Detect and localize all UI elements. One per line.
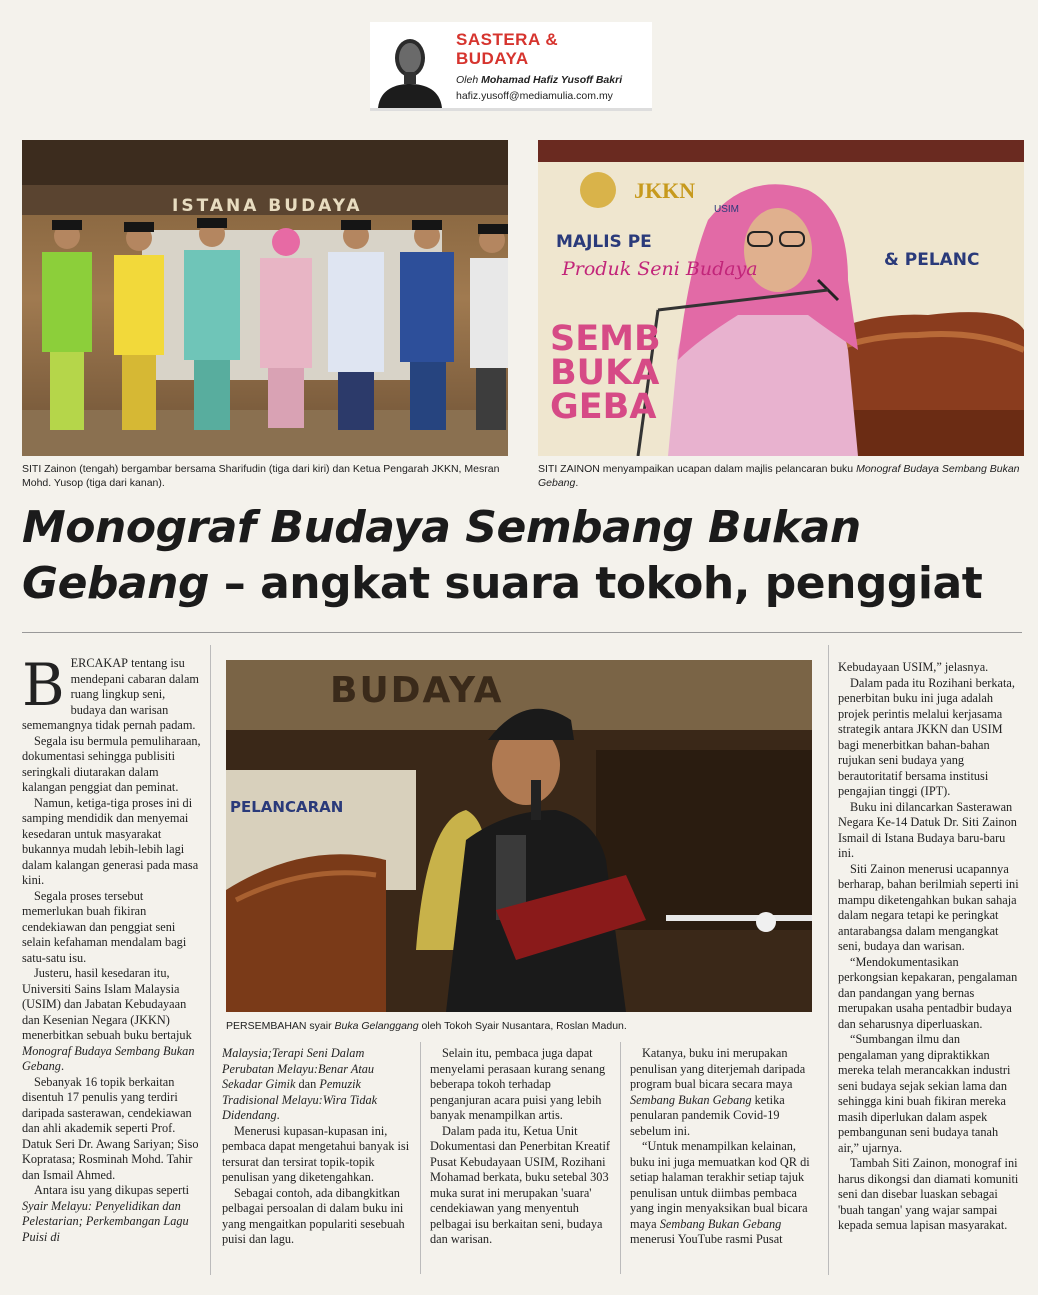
paragraph-text: Justeru, hasil kesedaran itu, Universiti Sains Islam Malaysia (USIM) dan Jabatan Kebudayaan dan Kesenian Negara (JKKN) menerbitkan sebuah buku bertajuk bbox=[22, 966, 192, 1042]
paragraph-text: tentang isu mendepani cabaran dalam ruang lingkup seni, budaya dan warisan sememangnya tidak pernah padam. bbox=[22, 656, 199, 732]
group-photo bbox=[22, 140, 508, 456]
banner-line2: Produk Seni Budaya bbox=[562, 258, 758, 280]
section-header bbox=[370, 22, 652, 111]
paragraph: Siti Zainon menerusi ucapannya berharap, bahan berilmiah seperti ini mampu diketengahkan bukan sahaja dalam negara tetapi ke peringkat antarabangsa dalam mengangkat seni, budaya dan warisan. bbox=[838, 861, 1019, 953]
speaker-caption-end: . bbox=[575, 477, 579, 489]
paragraph: “Mendokumentasikan perkongsian kepakaran, pengalaman dan pandangan yang bernas merupakan usaha pentadbir budaya dan seharusnya diperluaskan. bbox=[838, 954, 1018, 1031]
paragraph-text: “Untuk menampilkan kelainan, buku ini juga memuatkan kod QR di setiap halaman terakhir setiap tajuk penulisan untuk diimbas pembaca yang ingin menyaksikan bual bicara maya bbox=[630, 1139, 810, 1231]
paragraph-end: . bbox=[60, 1059, 65, 1073]
book-title: Sembang Bukan Gebang bbox=[659, 1216, 782, 1231]
article-column-2 bbox=[222, 1046, 414, 1271]
performer-photo-caption bbox=[226, 1019, 812, 1033]
article-column-3 bbox=[430, 1046, 614, 1271]
banner-big3: GEBA bbox=[550, 387, 657, 427]
performer-photo bbox=[226, 660, 812, 1012]
article-column-4 bbox=[630, 1046, 822, 1271]
usim-logo: USIM bbox=[714, 204, 739, 215]
book-title: Sembang Bukan Gebang bbox=[630, 1092, 752, 1107]
column-rule bbox=[828, 645, 829, 1275]
topic-title: Malaysia;Terapi Seni Dalam Perubatan Melayu:Benar Atau Sekadar Gimik bbox=[222, 1046, 375, 1091]
speaker-caption-title: Monograf Budaya Sembang Bukan Gebang bbox=[538, 463, 1020, 489]
paragraph-text: Katanya, buku ini merupakan penulisan yang diterjemah daripada program bual bicara secara maya bbox=[630, 1046, 806, 1091]
paragraph bbox=[22, 656, 202, 734]
paragraph: Sebagai contoh, ada dibangkitkan pelbagai persoalan di dalam buku ini yang mengaitkan populariti sesebuah puisi dan lagu. bbox=[222, 1185, 405, 1246]
banner-line1b: & PELANC bbox=[884, 250, 980, 270]
paragraph-text: ketika penularan pandemik Covid-19 sebelum ini. bbox=[630, 1092, 785, 1138]
paragraph: Sebanyak 16 topik berkaitan disentuh 17 penulis yang terdiri daripada sasterawan, cendekiawan dan ahli akademik seperti Prof. Datuk Seri Dr. Awang Sariyan; Siso Kopratasa; Rosminah Mohd. Tahir dan Ismail Ahmed. bbox=[22, 1074, 199, 1182]
paragraph: Namun, ketiga-tiga proses ini di samping mendidik dan menyemai kesedaran untuk masyarakat bukannya mudah lebih-lebih lagi dalam kalangan generasi pada masa kini. bbox=[22, 795, 199, 887]
article-column-5 bbox=[838, 660, 1020, 1272]
speaker-photo-caption bbox=[538, 462, 1024, 490]
performer-caption-text: PERSEMBAHAN syair bbox=[226, 1020, 335, 1032]
jkkn-logo: JKKN bbox=[634, 178, 696, 203]
paragraph bbox=[22, 966, 202, 1075]
lead-in: ERCAKAP bbox=[70, 656, 129, 670]
article-column-1 bbox=[22, 656, 202, 1271]
paragraph: “Sumbangan ilmu dan pengalaman yang dipraktikkan mereka telah merancakkan industri seni budaya sejak sekian lama dan sehingga kini buah fikiran mereka masih diperlukan dalam aspek pembangunan seni budaya tanah air,” ujarnya. bbox=[838, 1032, 1011, 1155]
istana-budaya-sign: ISTANA BUDAYA bbox=[172, 196, 363, 216]
paragraph bbox=[630, 1139, 822, 1248]
banner-big1: SEMB bbox=[550, 319, 661, 359]
column-rule bbox=[620, 1042, 621, 1274]
paragraph bbox=[630, 1046, 822, 1139]
paragraph bbox=[22, 1183, 202, 1245]
paragraph: Segala isu bermula pemuliharaan, dokumentasi sehingga publisiti seringkali diutarakan dalam kalangan penggiat dan peminat. bbox=[22, 733, 201, 794]
paragraph: Tambah Siti Zainon, monograf ini harus dikongsi dan diamati komuniti seni dan disebar luaskan sebagai 'buah tangan' yang wajar sampai kepada semua lapisan masyarakat. bbox=[838, 1156, 1019, 1232]
section-title-line2: BUDAYA bbox=[456, 49, 529, 68]
budaya-sign: BUDAYA bbox=[330, 670, 504, 711]
banner-big-text bbox=[550, 319, 661, 427]
banner-line1: MAJLIS PE bbox=[556, 232, 652, 252]
section-title-line1: SASTERA & bbox=[456, 30, 559, 49]
paragraph-text: menerusi YouTube rasmi Pusat bbox=[630, 1232, 783, 1246]
paragraph-end: . bbox=[276, 1108, 280, 1122]
speaker-caption-text: SITI ZAINON menyampaikan ucapan dalam majlis pelancaran buku bbox=[538, 463, 857, 475]
author-email[interactable]: hafiz.yusoff@mediamulia.com.my bbox=[456, 90, 613, 102]
paragraph bbox=[222, 1046, 414, 1124]
paragraph-text: Antara isu yang dikupas seperti bbox=[34, 1183, 190, 1197]
group-photo-caption: SITI Zainon (tengah) bergambar bersama Sharifudin (tiga dari kiri) dan Ketua Pengarah JKKN, Mesran Mohd. Yusop (tiga dari kanan). bbox=[22, 463, 500, 489]
section-title bbox=[456, 30, 558, 68]
column-rule bbox=[420, 1042, 421, 1274]
paragraph-text: dan bbox=[295, 1077, 320, 1091]
performer-caption-title: Buka Gelanggang bbox=[334, 1020, 419, 1032]
author-portrait bbox=[370, 28, 450, 108]
column-rule bbox=[210, 645, 211, 1275]
speaker-photo bbox=[538, 140, 1024, 456]
author-name: Mohamad Hafiz Yusoff Bakri bbox=[481, 74, 623, 86]
article-headline bbox=[22, 500, 1022, 612]
topic-title: Pemuzik Tradisional Melayu:Wira Tidak Didendang bbox=[222, 1077, 378, 1122]
paragraph: Kebudayaan USIM,” jelasnya. bbox=[838, 660, 989, 674]
headline-rule bbox=[22, 632, 1022, 633]
paragraph: Dalam pada itu, Ketua Unit Dokumentasi dan Penerbitan Kreatif Pusat Kebudayaan USIM, Rozihani Mohamad berkata, buku setebal 303 muka surat ini merupakan 'suara' cendekiawan yang menyentuh pelbagai isu berkaitan seni, budaya dan warisan. bbox=[430, 1123, 610, 1246]
byline-prefix: Oleh bbox=[456, 74, 479, 86]
headline-rest: – angkat suara tokoh, penggiat bbox=[208, 558, 983, 609]
paragraph: Dalam pada itu Rozihani berkata, penerbitan buku ini juga adalah projek perintis melalui kerjasama strategik antara JKKN dan USIM bagi menerbitkan bahan-bahan rujukan seni budaya yang berautoritatif bersama institusi pengajian tinggi (IPT). bbox=[838, 675, 1015, 798]
paragraph: Menerusi kupasan-kupasan ini, pembaca dapat mengetahui banyak isi tersurat dan tersirat topik-topik penulisan yang diketengahkan. bbox=[222, 1123, 410, 1184]
performer-caption-end: oleh Tokoh Syair Nusantara, Roslan Madun. bbox=[418, 1020, 627, 1032]
book-title: Monograf Budaya Sembang Bukan Gebang bbox=[22, 1043, 195, 1073]
paragraph: Selain itu, pembaca juga dapat menyelami perasaan kurang senang beberapa tokoh terhadap penganjuran acara puisi yang lebih banyak menampilkan artis. bbox=[430, 1046, 606, 1122]
headline-italic: Monograf Budaya Sembang Bukan Gebang bbox=[22, 502, 861, 609]
byline bbox=[456, 74, 622, 86]
topic-title: Syair Melayu: Penyelidikan dan Pelestarian; Perkembangan Lagu Puisi di bbox=[22, 1198, 189, 1244]
performer-photo-image bbox=[226, 660, 812, 1012]
banner-big2: BUKA bbox=[550, 353, 660, 393]
paragraph: Buku ini dilancarkan Sasterawan Negara Ke-14 Datuk Dr. Siti Zainon Ismail di Istana Budaya baru-baru ini. bbox=[838, 799, 1017, 860]
paragraph: Segala proses tersebut memerlukan buah fikiran cendekiawan dan penggiat seni selain kefahaman mendalam bagi satu-satu isu. bbox=[22, 888, 187, 965]
drop-cap: B bbox=[22, 656, 65, 719]
pelancaran-sign: PELANCARAN bbox=[230, 798, 344, 816]
group-photo-image bbox=[22, 140, 508, 456]
